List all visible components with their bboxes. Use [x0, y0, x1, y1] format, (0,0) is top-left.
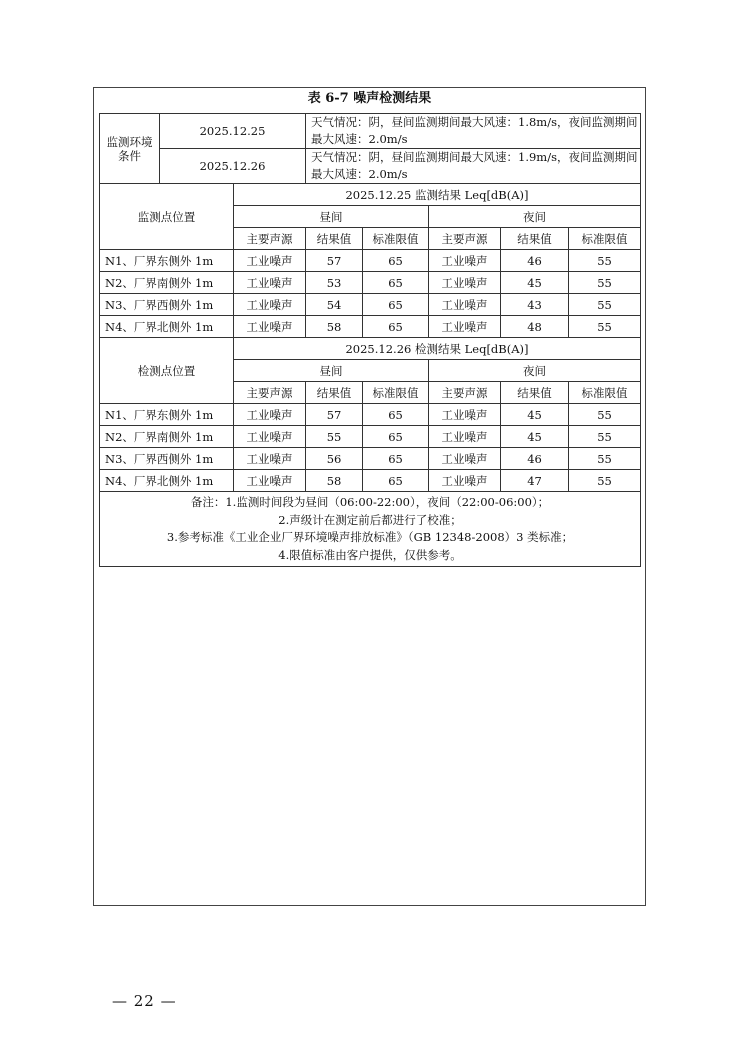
table-cell: 45 [501, 426, 569, 448]
table-cell: 工业噪声 [234, 426, 306, 448]
point-position-header: 检测点位置 [100, 338, 234, 404]
table-cell: 65 [363, 448, 429, 470]
results-date-header: 2025.12.26 检测结果 Leq[dB(A)] [234, 338, 641, 360]
column-header: 结果值 [501, 228, 569, 250]
table-cell: 57 [306, 404, 363, 426]
table-row [100, 294, 641, 316]
noise-results-table [99, 113, 641, 567]
table-cell: 工业噪声 [429, 316, 501, 338]
section-header-row [100, 338, 641, 360]
table-cell: 工业噪声 [429, 272, 501, 294]
table-row [100, 316, 641, 338]
table-cell: 46 [501, 250, 569, 272]
column-header: 结果值 [306, 228, 363, 250]
table-cell: 工业噪声 [429, 404, 501, 426]
point-name-cell: N3、厂界西侧外 1m [100, 294, 234, 316]
table-cell: 45 [501, 272, 569, 294]
column-header: 标准限值 [569, 382, 641, 404]
table-cell: 工业噪声 [234, 294, 306, 316]
note-line: 2.声级计在测定前后都进行了校准； [278, 512, 462, 527]
section-header-row [100, 184, 641, 206]
table-cell: 58 [306, 470, 363, 492]
table-title: 表 6-7 噪声检测结果 [307, 91, 432, 106]
table-cell: 工业噪声 [234, 404, 306, 426]
point-name-cell: N4、厂界北侧外 1m [100, 470, 234, 492]
table-cell: 工业噪声 [234, 272, 306, 294]
point-name-cell: N2、厂界南侧外 1m [100, 426, 234, 448]
notes-cell [100, 492, 641, 567]
table-cell: 工业噪声 [429, 426, 501, 448]
notes-row [100, 492, 641, 567]
table-cell: 48 [501, 316, 569, 338]
table-cell: 65 [363, 404, 429, 426]
table-cell: 55 [569, 448, 641, 470]
table-cell: 55 [569, 250, 641, 272]
table-cell: 工业噪声 [234, 316, 306, 338]
table-cell: 工业噪声 [429, 250, 501, 272]
env-row [100, 149, 641, 184]
point-name-cell: N3、厂界西侧外 1m [100, 448, 234, 470]
table-row [100, 250, 641, 272]
table-cell: 工业噪声 [234, 470, 306, 492]
table-cell: 46 [501, 448, 569, 470]
table-cell: 55 [569, 404, 641, 426]
env-weather: 天气情况：阴，昼间监测期间最大风速：1.8m/s，夜间监测期间最大风速：2.0m/s [306, 114, 641, 149]
point-name-cell: N4、厂界北侧外 1m [100, 316, 234, 338]
table-cell: 55 [569, 316, 641, 338]
table-cell: 58 [306, 316, 363, 338]
table-cell: 65 [363, 250, 429, 272]
env-date: 2025.12.25 [160, 114, 306, 149]
column-header: 主要声源 [429, 382, 501, 404]
note-line: 4.限值标准由客户提供，仅供参考。 [278, 547, 462, 562]
table-cell: 65 [363, 316, 429, 338]
day-header: 昼间 [234, 360, 429, 382]
table-cell: 56 [306, 448, 363, 470]
point-name-cell: N2、厂界南侧外 1m [100, 272, 234, 294]
results-date-header: 2025.12.25 监测结果 Leq[dB(A)] [234, 184, 641, 206]
table-row [100, 448, 641, 470]
table-cell: 55 [569, 272, 641, 294]
column-header: 标准限值 [363, 382, 429, 404]
column-header: 主要声源 [234, 382, 306, 404]
table-row [100, 272, 641, 294]
table-cell: 工业噪声 [429, 294, 501, 316]
column-header: 主要声源 [429, 228, 501, 250]
table-row [100, 404, 641, 426]
column-header: 标准限值 [569, 228, 641, 250]
table-cell: 55 [569, 426, 641, 448]
table-cell: 65 [363, 426, 429, 448]
table-cell: 工业噪声 [429, 470, 501, 492]
note-line: 备注：1.监测时间段为昼间（06:00-22:00），夜间（22:00-06:00）； [190, 495, 550, 509]
night-header: 夜间 [429, 206, 641, 228]
table-cell: 54 [306, 294, 363, 316]
env-date: 2025.12.26 [160, 149, 306, 184]
table-cell: 55 [306, 426, 363, 448]
table-cell: 53 [306, 272, 363, 294]
table-cell: 55 [569, 294, 641, 316]
point-name-cell: N1、厂界东侧外 1m [100, 404, 234, 426]
table-cell: 55 [569, 470, 641, 492]
column-header: 主要声源 [234, 228, 306, 250]
env-label: 监测环境条件 [100, 114, 160, 184]
table-cell: 43 [501, 294, 569, 316]
table-cell: 47 [501, 470, 569, 492]
table-cell: 45 [501, 404, 569, 426]
column-header: 结果值 [501, 382, 569, 404]
point-position-header: 监测点位置 [100, 184, 234, 250]
table-row [100, 426, 641, 448]
table-cell: 65 [363, 272, 429, 294]
page-number: — 22 — [112, 992, 177, 1010]
note-line: 3.参考标准《工业企业厂界环境噪声排放标准》（GB 12348-2008）3 类标准； [166, 530, 574, 544]
night-header: 夜间 [429, 360, 641, 382]
table-cell: 65 [363, 470, 429, 492]
table-cell: 65 [363, 294, 429, 316]
table-cell: 工业噪声 [234, 250, 306, 272]
env-weather: 天气情况：阴，昼间监测期间最大风速：1.9m/s，夜间监测期间最大风速：2.0m/s [306, 149, 641, 184]
env-row [100, 114, 641, 149]
column-header: 标准限值 [363, 228, 429, 250]
point-name-cell: N1、厂界东侧外 1m [100, 250, 234, 272]
table-cell: 57 [306, 250, 363, 272]
column-header: 结果值 [306, 382, 363, 404]
table-row [100, 470, 641, 492]
table-cell: 工业噪声 [429, 448, 501, 470]
table-cell: 工业噪声 [234, 448, 306, 470]
day-header: 昼间 [234, 206, 429, 228]
